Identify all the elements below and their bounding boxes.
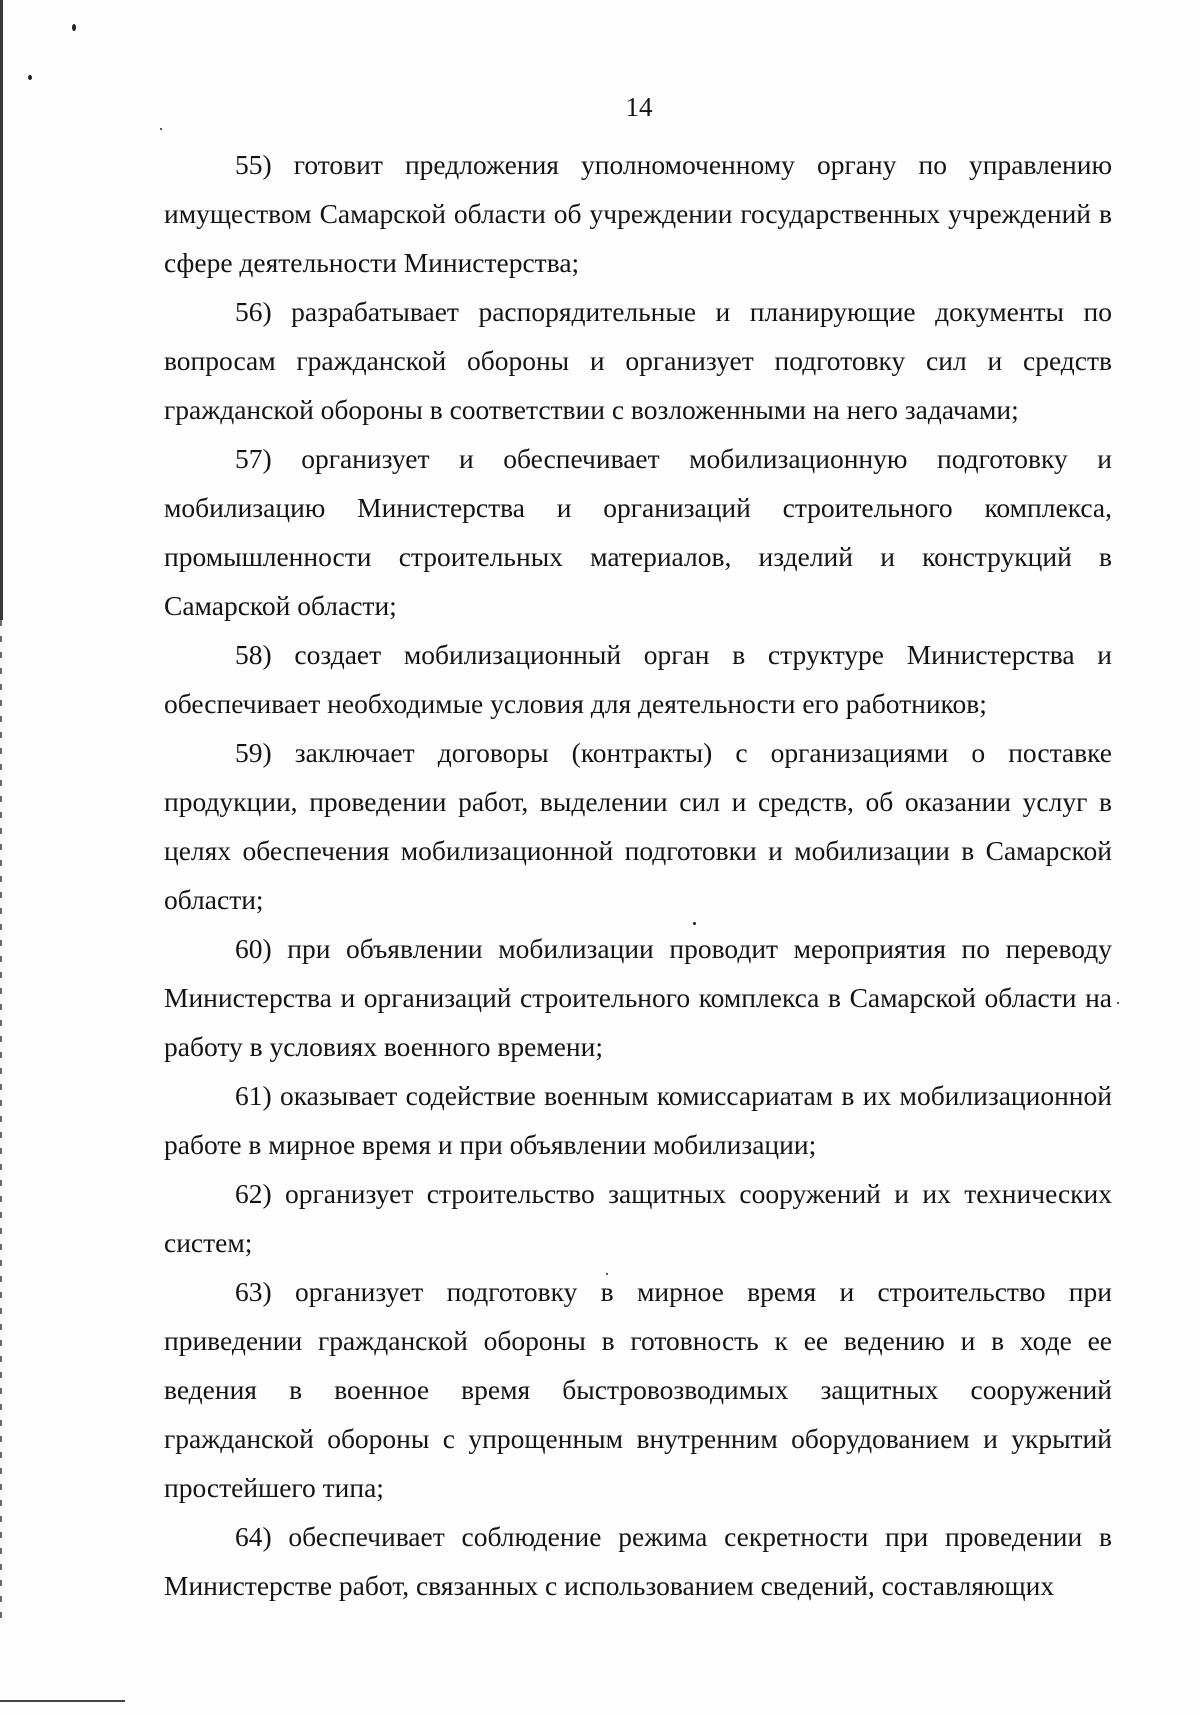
paragraph-59: 59) заключает договоры (контракты) с организациями о поставке продукции, проведении работ, выделении сил и средств, об оказании услуг в целях обеспечения мобилизационной подготовки и мобилизации в Самарской области; xyxy=(164,737,1112,915)
scan-speck xyxy=(1117,1002,1119,1004)
document-body xyxy=(164,140,1112,1610)
paragraph-64: 64) обеспечивает соблюдение режима секретности при проведении в Министерстве работ, связанных с использованием сведений, составляющих xyxy=(164,1521,1112,1601)
paragraph-63: 63) организует подготовку в мирное время и строительство при приведении гражданской обороны в готовность к ее ведению и в ходе ее ведения в военное время быстровозводимых защитных сооружений гражданской обороны с упрощенным внутренним оборудованием и укрытий простейшего типа; xyxy=(164,1276,1112,1503)
scan-speck xyxy=(72,24,76,31)
paragraph-62: 62) организует строительство защитных сооружений и их технических систем; xyxy=(164,1178,1112,1258)
paragraph-58: 58) создает мобилизационный орган в структуре Министерства и обеспечивает необходимые условия для деятельности его работников; xyxy=(164,639,1112,719)
paragraph-56: 56) разрабатывает распорядительные и планирующие документы по вопросам гражданской обороны и организует подготовку сил и средств гражданской обороны в соответствии с возложенными на него задачами; xyxy=(164,296,1112,425)
scan-speck xyxy=(160,128,162,130)
scan-bottom-rule xyxy=(0,1700,125,1702)
paragraph-60: 60) при объявлении мобилизации проводит мероприятия по переводу Министерства и организаций строительного комплекса в Самарской области на работу в условиях военного времени; xyxy=(164,933,1112,1062)
paragraph-55: 55) готовит предложения уполномоченному органу по управлению имуществом Самарской области об учреждении государственных учреждений в сфере деятельности Министерства; xyxy=(164,149,1112,278)
scan-edge-dashes xyxy=(0,620,2,1620)
scan-speck xyxy=(28,75,32,80)
paragraph-57: 57) организует и обеспечивает мобилизационную подготовку и мобилизацию Министерства и организаций строительного комплекса, промышленности строительных материалов, изделий и конструкций в Самарской области; xyxy=(164,443,1112,621)
page-number: 14 xyxy=(625,92,653,122)
paragraph-61: 61) оказывает содействие военным комиссариатам в их мобилизационной работе в мирное время и при объявлении мобилизации; xyxy=(164,1080,1112,1160)
